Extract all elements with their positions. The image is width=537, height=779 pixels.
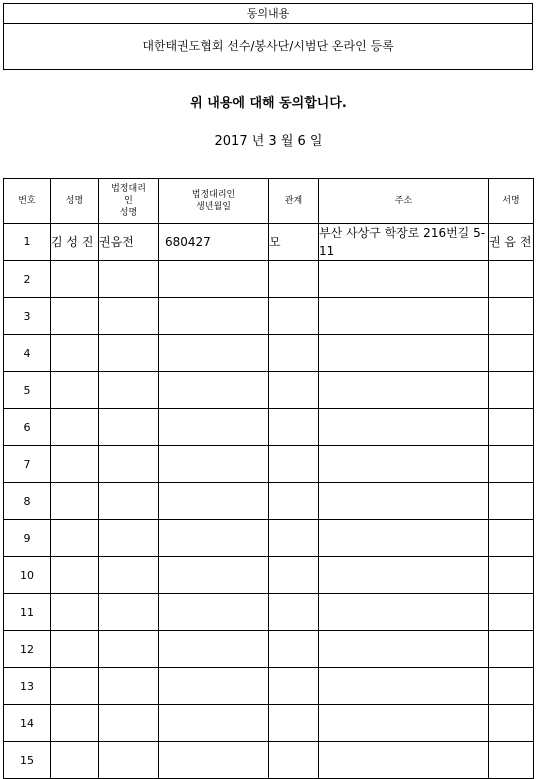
row-signature <box>489 631 534 668</box>
row-guardian-name <box>99 557 159 594</box>
table-row <box>4 409 534 446</box>
table-row <box>4 668 534 705</box>
row-address <box>319 557 489 594</box>
row-guardian-birthdate <box>159 409 269 446</box>
row-relation <box>269 483 319 520</box>
row-guardian-name <box>99 483 159 520</box>
consent-header-box <box>3 3 533 70</box>
row-signature <box>489 483 534 520</box>
row-number: 2 <box>4 261 51 298</box>
row-guardian-birthdate <box>159 520 269 557</box>
row-relation <box>269 335 319 372</box>
row-name <box>51 668 99 705</box>
row-signature <box>489 446 534 483</box>
row-name <box>51 483 99 520</box>
row-name <box>51 631 99 668</box>
row-guardian-birthdate <box>159 483 269 520</box>
row-signature <box>489 742 534 779</box>
row-number: 7 <box>4 446 51 483</box>
row-guardian-birthdate <box>159 705 269 742</box>
row-address <box>319 631 489 668</box>
row-relation <box>269 742 319 779</box>
row-name <box>51 261 99 298</box>
row-signature <box>489 594 534 631</box>
row-number: 14 <box>4 705 51 742</box>
consent-title: 동의내용 <box>4 4 532 24</box>
row-guardian-name <box>99 261 159 298</box>
row-number: 9 <box>4 520 51 557</box>
row-signature <box>489 520 534 557</box>
col-header-number: 번호 <box>4 179 51 224</box>
row-guardian-name <box>99 298 159 335</box>
row-signature <box>489 261 534 298</box>
table-row <box>4 446 534 483</box>
row-address <box>319 409 489 446</box>
row-address <box>319 372 489 409</box>
row-relation: 모 <box>269 224 319 261</box>
row-relation <box>269 520 319 557</box>
row-name <box>51 372 99 409</box>
row-name <box>51 409 99 446</box>
table-row <box>4 335 534 372</box>
row-number: 13 <box>4 668 51 705</box>
table-row <box>4 705 534 742</box>
table-row <box>4 520 534 557</box>
table-row <box>4 557 534 594</box>
row-relation <box>269 372 319 409</box>
row-guardian-name <box>99 446 159 483</box>
row-name <box>51 335 99 372</box>
row-number: 1 <box>4 224 51 261</box>
row-name <box>51 298 99 335</box>
table-row <box>4 483 534 520</box>
row-address <box>319 594 489 631</box>
row-guardian-name <box>99 705 159 742</box>
agreement-statement: 위 내용에 대해 동의합니다. <box>190 96 347 111</box>
row-guardian-name: 권음전 <box>99 224 159 261</box>
row-guardian-name <box>99 742 159 779</box>
row-name <box>51 742 99 779</box>
row-relation <box>269 705 319 742</box>
row-address <box>319 742 489 779</box>
row-address <box>319 446 489 483</box>
row-guardian-birthdate <box>159 557 269 594</box>
row-signature: 권 음 전 <box>489 224 534 261</box>
row-name <box>51 446 99 483</box>
row-guardian-name <box>99 594 159 631</box>
row-guardian-birthdate <box>159 335 269 372</box>
table-row <box>4 224 534 261</box>
row-address <box>319 705 489 742</box>
row-number: 11 <box>4 594 51 631</box>
row-number: 8 <box>4 483 51 520</box>
row-guardian-name <box>99 372 159 409</box>
row-guardian-birthdate: 680427 <box>159 224 269 261</box>
col-header-name: 성명 <box>51 179 99 224</box>
row-relation <box>269 298 319 335</box>
row-address <box>319 335 489 372</box>
col-header-signature: 서명 <box>489 179 534 224</box>
col-header-address: 주소 <box>319 179 489 224</box>
row-number: 6 <box>4 409 51 446</box>
table-row <box>4 594 534 631</box>
col-header-relation: 관계 <box>269 179 319 224</box>
row-relation <box>269 668 319 705</box>
row-number: 12 <box>4 631 51 668</box>
consent-table <box>3 178 534 779</box>
row-relation <box>269 631 319 668</box>
consent-subject: 대한태권도협회 선수/봉사단/시범단 온라인 등록 <box>142 39 394 53</box>
row-number: 5 <box>4 372 51 409</box>
row-number: 3 <box>4 298 51 335</box>
row-guardian-name <box>99 668 159 705</box>
row-guardian-birthdate <box>159 261 269 298</box>
row-relation <box>269 409 319 446</box>
row-name <box>51 594 99 631</box>
row-address <box>319 261 489 298</box>
row-guardian-birthdate <box>159 742 269 779</box>
row-guardian-birthdate <box>159 631 269 668</box>
table-header-row <box>4 179 534 224</box>
row-signature <box>489 668 534 705</box>
row-name <box>51 557 99 594</box>
row-address <box>319 668 489 705</box>
row-guardian-name <box>99 409 159 446</box>
col-header-guardian-birthdate: 법정대리인 생년월일 <box>159 179 269 224</box>
row-signature <box>489 705 534 742</box>
col-header-guardian-name: 법정대리 인 성명 <box>99 179 159 224</box>
row-relation <box>269 261 319 298</box>
row-signature <box>489 372 534 409</box>
row-relation <box>269 557 319 594</box>
row-signature <box>489 298 534 335</box>
table-row <box>4 742 534 779</box>
row-name <box>51 705 99 742</box>
row-relation <box>269 594 319 631</box>
row-signature <box>489 409 534 446</box>
row-guardian-birthdate <box>159 668 269 705</box>
row-guardian-name <box>99 520 159 557</box>
row-address: 부산 사상구 학장로 216번길 5-11 <box>319 224 489 261</box>
row-name: 김 성 진 <box>51 224 99 261</box>
row-guardian-birthdate <box>159 372 269 409</box>
row-guardian-birthdate <box>159 446 269 483</box>
row-signature <box>489 557 534 594</box>
row-address <box>319 298 489 335</box>
table-row <box>4 631 534 668</box>
table-row <box>4 298 534 335</box>
row-number: 10 <box>4 557 51 594</box>
row-relation <box>269 446 319 483</box>
table-row <box>4 372 534 409</box>
row-address <box>319 483 489 520</box>
row-address <box>319 520 489 557</box>
table-row <box>4 261 534 298</box>
agreement-date: 2017 년 3 월 6 일 <box>214 134 323 149</box>
row-number: 4 <box>4 335 51 372</box>
row-guardian-name <box>99 335 159 372</box>
row-guardian-birthdate <box>159 298 269 335</box>
row-name <box>51 520 99 557</box>
row-guardian-name <box>99 631 159 668</box>
row-guardian-birthdate <box>159 594 269 631</box>
row-signature <box>489 335 534 372</box>
row-number: 15 <box>4 742 51 779</box>
